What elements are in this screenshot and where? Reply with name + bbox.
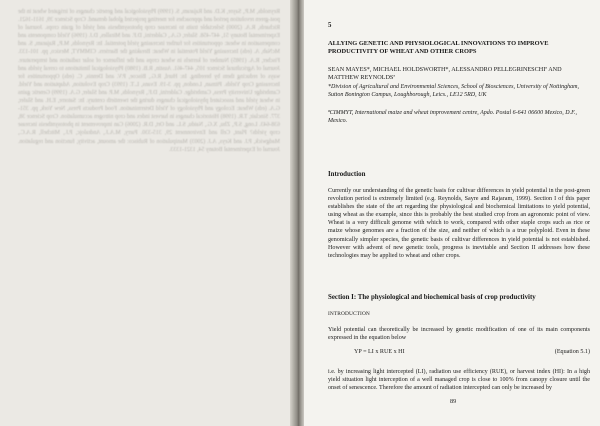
author-list: SEAN MAYES*, MICHAEL HOLDSWORTH*, ALESSANDRO PELLEGRINESCHIª AND MATTHEW REYNOLDSª bbox=[328, 66, 562, 82]
affiliation-nottingham: *Division of Agricultural and Environmental Sciences, School of Biosciences, University of Nottingham, Sutton Bonington Campus, Loughborough, Leics., LE12 5RD, UK bbox=[328, 84, 579, 99]
page-number: 89 bbox=[450, 398, 457, 405]
equation-number: (Equation 5.1) bbox=[554, 349, 590, 355]
left-page-bleed-through-text: Reynolds, M.P., Sayre, K.D. and Rajaram, S. (1999) Physiological and genetic changes of irrigated wheat in the post-green revolution period and approaches for meeting projected global demand. Crop Science 39, 1611-1621. Richards, R.A. (2000) Selectable traits to increase crop photosynthesis and yield of grain crops. Journal of Experimental Botany 51, 447-458. Slafer, G.A., Calderini, D.F. and Miralles, D.J. (1996) Yield components and compensation in wheat: opportunities for further increasing yield potential. In: Reynolds, M.P., Rajaram, S. and McNab, A. (eds) Increasing Yield Potential in Wheat: Breaking the Barriers. CIMMYT, Mexico, pp. 101-133. Fischer, R.A. (1985) Number of kernels in wheat crops and the influence of solar radiation and temperature. Journal of Agricultural Science 105, 447-461. Austin, R.B. (1980) Physiological limitations to cereal yields and ways of reducing them by breeding. In: Hurd, R.G., Biscoe, P.V. and Dennis, C. (eds) Opportunities for Increasing Crop Yields. Pitman, London, pp. 3-19. Evans, L.T. (1993) Crop Evolution, Adaptation and Yield. Cambridge University Press, Cambridge. Calderini, D.F., Reynolds, M.P. and Slafer, G.A. (1999) Genetic gains in wheat yield and associated physiological changes during the twentieth century. In: Satorre, E.H. and Slafer, G.A. (eds) Wheat: Ecology and Physiology of Yield Determination. Food Products Press, New York, pp. 351-377. Sinclair, T.R. (1998) Historical changes in harvest index and crop nitrogen accumulation. Crop Science 38, 638-643. Long, S.P., Zhu, X.G., Naidu, S.L. and Ort, D.R. (2006) Can improvement in photosynthesis increase crop yields? Plant, Cell and Environment 29, 315-330. Parry, M.A.J., Andralojc, P.J., Mitchell, R.A.C., Madgwick, P.J. and Keys, A.J. (2003) Manipulation of Rubisco: the amount, activity, function and regulation. Journal of Experimental Botany 54, 1321-1333. bbox=[18, 9, 280, 153]
introduction-heading: Introduction bbox=[328, 171, 366, 178]
equation-expression: YP = LI x RUE x HI bbox=[354, 349, 405, 355]
subsection-heading: INTRODUCTION bbox=[328, 311, 370, 317]
closing-paragraph: i.e. by increasing light intercepted (LI), radiation use efficiency (RUE), or harvest index (HI): In a high yield situation light interception of a well managed crop is close to 100% from canopy closure until the onset of senescence. Therefore the amount of radiation intercepted can only be increased by bbox=[328, 369, 590, 392]
section-paragraph: Yield potential can theoretically be increased by genetic modification of one of its main components expressed in the equation below bbox=[328, 327, 590, 342]
left-page bbox=[0, 0, 296, 426]
equation bbox=[354, 349, 590, 355]
chapter-number: 5 bbox=[328, 22, 332, 29]
section-heading: Section I: The physiological and biochemical basis of crop productivity bbox=[328, 294, 536, 301]
right-page bbox=[304, 0, 600, 426]
introduction-paragraph: Currently our understanding of the genetic basis for cultivar differences in yield potential in the post-green revolution period is extremely limited (e.g. Reynolds, Sayre and Rajaram, 1999). Section I of this paper establishes the state of the art regarding the physiological and biochemical limitations to yield potential, using wheat as the example, since this is probably the best studied crop from an agronomic point of view. Wheat is a very difficult genome with which to work, compared with other staple crops such as rice or maize whose genomes are a fraction of the size, and neither of which is a true polyploid. Even in these genomically simpler species, the genetic basis of cultivar differences in yield potential is not established. However with advent of new genetic tools, progress is inevitable and Section II addresses how these technologies may be applied to wheat and other crops. bbox=[328, 188, 590, 259]
chapter-title: ALLYING GENETIC AND PHYSIOLOGICAL INNOVATIONS TO IMPROVE PRODUCTIVITY OF WHEAT AND OTHER CROPS bbox=[328, 40, 549, 56]
affiliation-cimmyt: ªCIMMYT, International maize and wheat improvement centre, Apdo. Postal 6-641 06600 Mexico, D.F., Mexico. bbox=[328, 110, 578, 125]
